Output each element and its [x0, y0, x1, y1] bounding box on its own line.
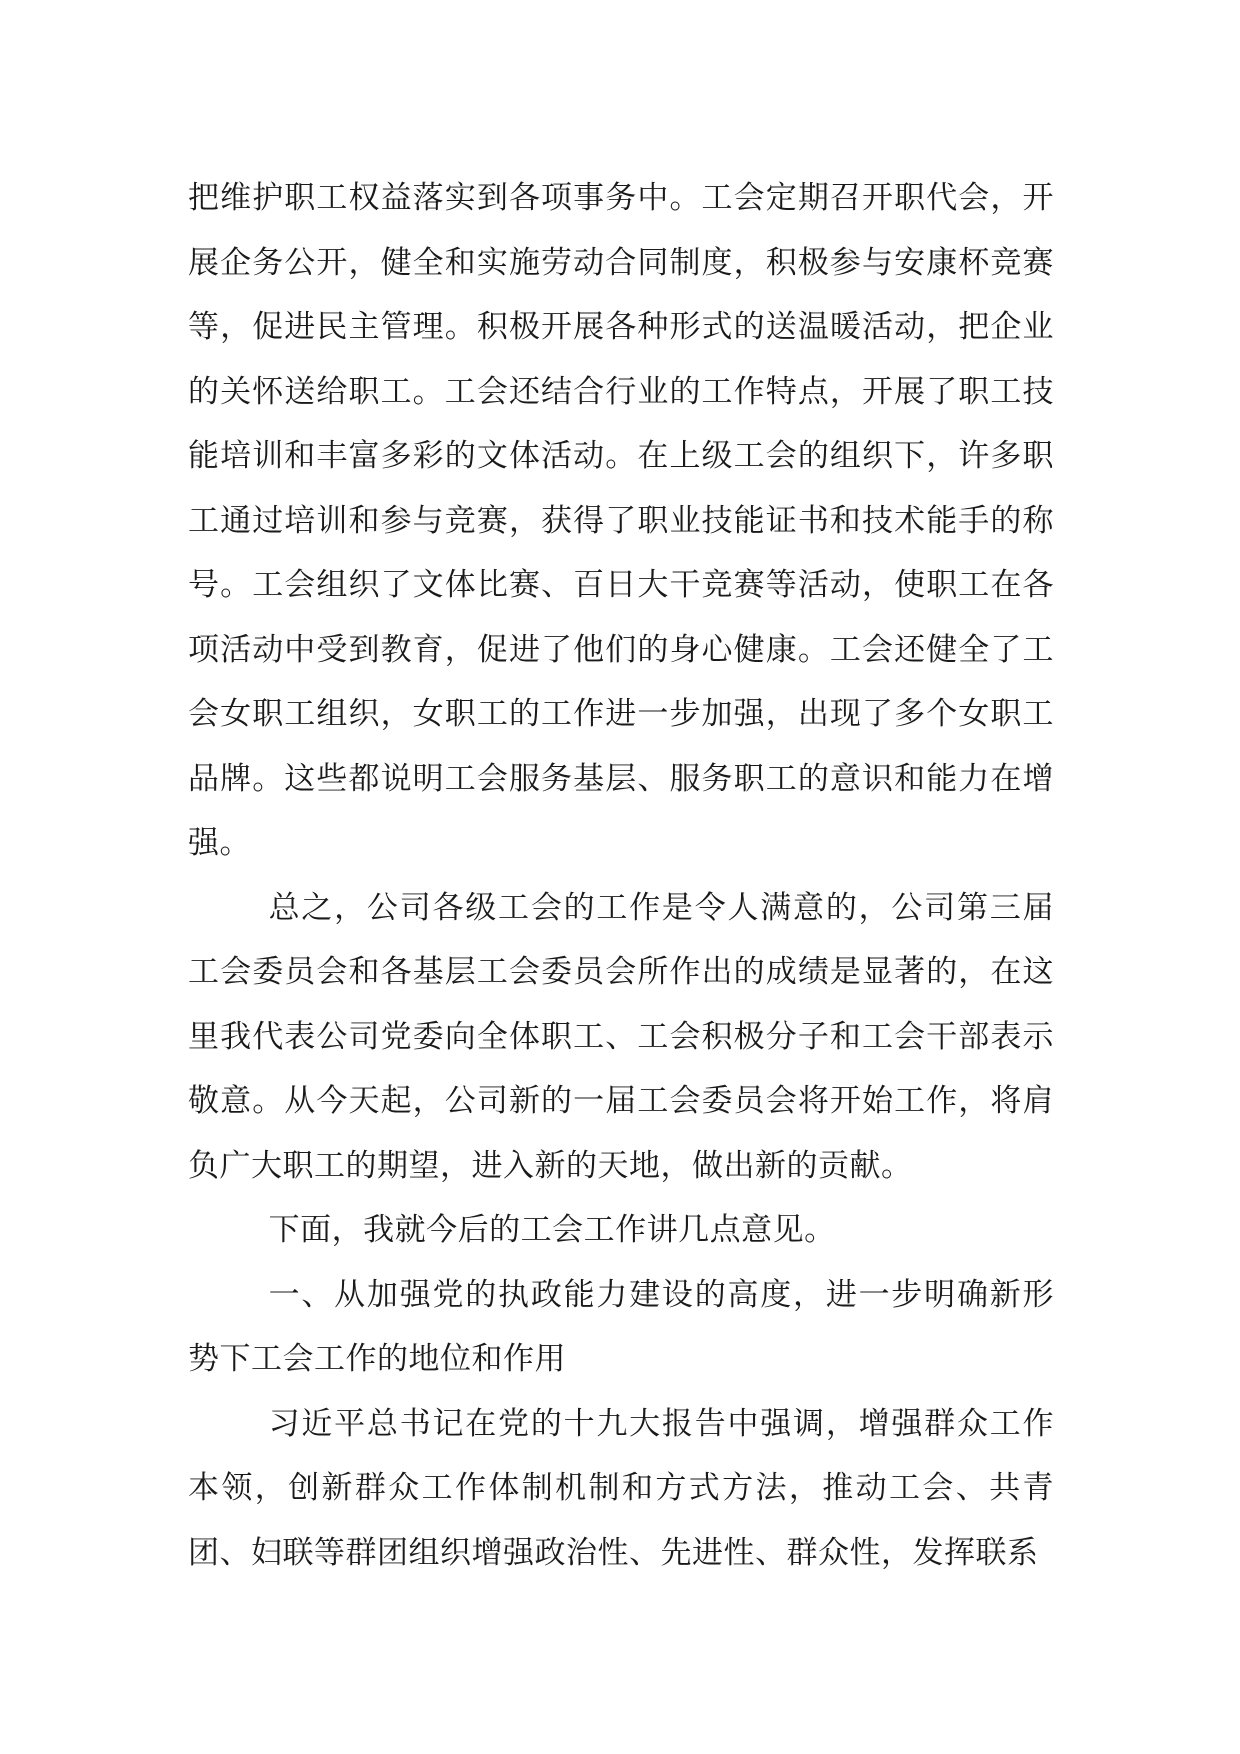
paragraph-worker-rights: 把维护职工权益落实到各项事务中。工会定期召开职代会，开展企务公开，健全和实施劳动合同制度，积极参与安康杯竞赛等，促进民主管理。积极开展各种形式的送温暖活动，把企业的关怀送给职工。工会还结合行业的工作特点，开展了职工技能培训和丰富多彩的文体活动。在上级工会的组织下，许多职工通过培训和参与竞赛，获得了职业技能证书和技术能手的称号。工会组织了文体比赛、百日大干竞赛等活动，使职工在各项活动中受到教育，促进了他们的身心健康。工会还健全了工会女职工组织，女职工的工作进一步加强，出现了多个女职工品牌。这些都说明工会服务基层、服务职工的意识和能力在增强。 — [188, 180, 1054, 861]
paragraph-summary: 总之，公司各级工会的工作是令人满意的，公司第三届工会委员会和各基层工会委员会所作出的成绩是显著的，在这里我代表公司党委向全体职工、工会积极分子和工会干部表示敬意。从今天起，公司新的一届工会委员会将开始工作，将肩负广大职工的期望，进入新的天地，做出新的贡献。 — [188, 889, 1054, 1184]
paragraph-transition: 下面，我就今后的工会工作讲几点意见。 — [268, 1212, 836, 1248]
paragraph-party-report: 习近平总书记在党的十九大报告中强调，增强群众工作本领，创新群众工作体制机制和方式方法，推动工会、共青团、妇联等群团组织增强政治性、先进性、群众性，发挥联系 — [188, 1405, 1054, 1571]
document-body — [188, 166, 1054, 1585]
section-heading-one: 一、从加强党的执政能力建设的高度，进一步明确新形势下工会工作的地位和作用 — [188, 1276, 1054, 1377]
